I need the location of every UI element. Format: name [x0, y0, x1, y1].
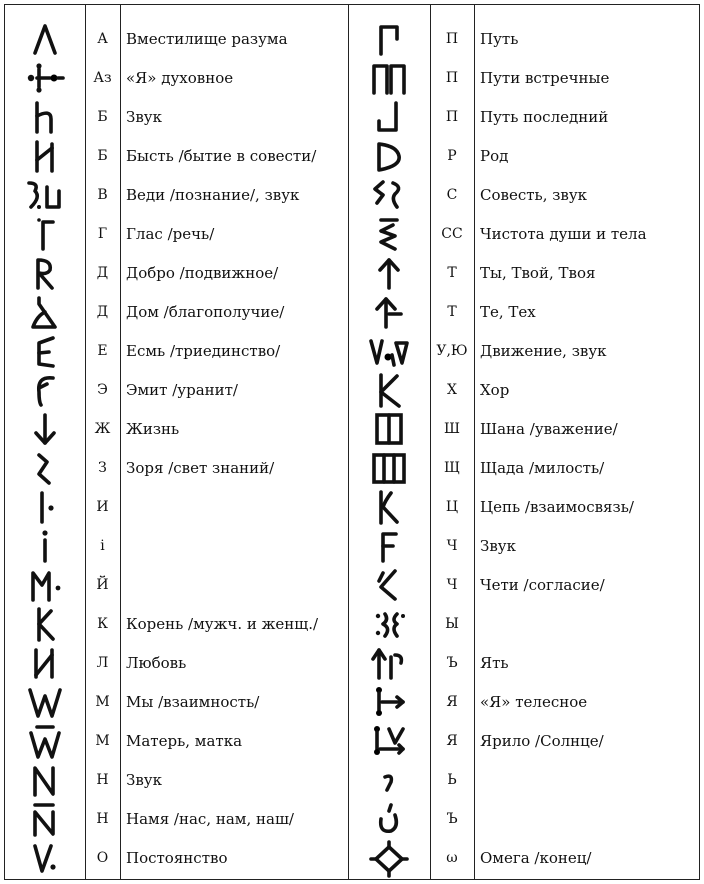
letter-cell: П	[445, 69, 459, 86]
rune-i-dot-top-icon	[25, 528, 65, 564]
rune-z-icon	[25, 450, 65, 486]
letter-cell: М	[95, 732, 110, 749]
rune-cell	[348, 136, 430, 175]
letter-cell: Т	[447, 264, 457, 281]
letter-cell: Ъ	[446, 654, 458, 671]
letter-cell: Х	[447, 381, 457, 398]
meaning-cell: Ярило /Солнце/	[480, 731, 604, 750]
letter-cell: О	[96, 849, 109, 866]
rune-cell	[5, 838, 85, 877]
meaning-cell: Звук	[480, 536, 516, 555]
rune-cell	[5, 604, 85, 643]
rune-j-icon	[369, 99, 409, 135]
rune-cell	[5, 136, 85, 175]
letter-cell: В	[97, 186, 108, 203]
letter-cell: И	[96, 498, 109, 515]
rune-cell	[348, 214, 430, 253]
rune-gamma-icon	[25, 216, 65, 252]
meaning-cell: Эмит /уранит/	[126, 380, 238, 399]
rune-delta-icon	[25, 294, 65, 330]
rune-3-l-icon	[25, 177, 65, 213]
rune-cell	[348, 682, 430, 721]
meaning-cell: Шана /уважение/	[480, 419, 618, 438]
rune-cell	[348, 370, 430, 409]
rune-double-s-icon	[369, 177, 409, 213]
rune-key-sun-icon	[369, 723, 409, 759]
letter-cell: Б	[97, 108, 108, 125]
meaning-cell: Вместилище разума	[126, 29, 288, 48]
meaning-cell	[120, 565, 348, 604]
meaning-cell	[474, 604, 701, 643]
meaning-cell: Постоянство	[126, 848, 228, 867]
rune-alphabet-table	[4, 4, 700, 880]
meaning-cell: Матерь, матка	[126, 731, 243, 750]
meaning-cell: Омега /конец/	[480, 848, 592, 867]
rune-v-dot-icon	[25, 840, 65, 876]
meaning-cell: Звук	[126, 770, 162, 789]
meaning-cell: Путь последний	[480, 107, 609, 126]
meaning-cell: Зоря /свет знаний/	[126, 458, 275, 477]
rune-cell	[348, 331, 430, 370]
meaning-cell: Те, Тех	[480, 302, 536, 321]
letter-cell: Я	[446, 732, 458, 749]
rune-cell	[348, 565, 430, 604]
rune-cell	[348, 760, 430, 799]
letter-cell: Д	[96, 303, 109, 320]
letter-cell: Аз	[93, 69, 112, 86]
meaning-cell: Намя /нас, нам, наш/	[126, 809, 294, 828]
meaning-cell: «Я» духовное	[126, 68, 234, 87]
letter-cell: П	[445, 30, 459, 47]
rune-cell	[5, 370, 85, 409]
rune-cell	[348, 838, 430, 877]
letter-cell: Ш	[444, 420, 460, 437]
letter-cell: Ж	[94, 420, 111, 437]
rune-w-icon	[25, 684, 65, 720]
letter-cell: М	[95, 693, 110, 710]
rune-cell	[5, 682, 85, 721]
letter-cell: Н	[96, 771, 109, 788]
letter-cell: Э	[97, 381, 108, 398]
rune-cell	[5, 292, 85, 331]
meaning-cell: Глас /речь/	[126, 224, 215, 243]
rune-v-v-icon	[369, 333, 409, 369]
letter-cell: Е	[97, 342, 108, 359]
rune-key-bodily-icon	[369, 684, 409, 720]
rune-cell	[348, 175, 430, 214]
meaning-cell: Путь	[480, 29, 519, 48]
meaning-cell: «Я» телесное	[480, 692, 588, 711]
rune-e-icon	[25, 333, 65, 369]
letter-cell: Н	[96, 810, 109, 827]
rune-cell	[348, 292, 430, 331]
rune-cell	[348, 487, 430, 526]
letter-cell: Л	[96, 654, 109, 671]
rune-cell	[5, 253, 85, 292]
rune-cell	[5, 643, 85, 682]
letter-cell: Ь	[447, 771, 457, 788]
rune-cell	[5, 331, 85, 370]
meaning-cell: Пути встречные	[480, 68, 610, 87]
rune-cell	[5, 487, 85, 526]
rune-diamond-icon	[369, 840, 409, 876]
rune-cell	[348, 448, 430, 487]
rune-box-one-icon	[369, 411, 409, 447]
rune-cell	[5, 448, 85, 487]
meaning-cell: Щада /милость/	[480, 458, 605, 477]
rune-m-dot-icon	[25, 567, 65, 603]
letter-cell: Ч	[446, 576, 458, 593]
rune-cell	[348, 604, 430, 643]
rune-n-bar-icon	[25, 801, 65, 837]
letter-cell: Ъ	[446, 810, 458, 827]
meaning-cell: Совесть, звук	[480, 185, 588, 204]
meaning-cell: Есмь /триединство/	[126, 341, 281, 360]
rune-d-icon	[369, 138, 409, 174]
rune-l-icon	[25, 645, 65, 681]
rune-cell	[5, 19, 85, 58]
rune-cell	[5, 565, 85, 604]
rune-cell	[5, 760, 85, 799]
rune-cell	[5, 58, 85, 97]
rune-h-icon	[25, 99, 65, 135]
meaning-cell	[120, 487, 348, 526]
rune-dotted-curves-icon	[369, 606, 409, 642]
letter-cell: Д	[96, 264, 109, 281]
rune-s-zigzag-icon	[369, 216, 409, 252]
letter-cell: Р	[447, 147, 457, 164]
letter-cell: П	[445, 108, 459, 125]
letter-cell: А	[97, 30, 108, 47]
rune-cell	[5, 214, 85, 253]
meaning-cell: Звук	[126, 107, 162, 126]
rune-cell	[5, 409, 85, 448]
rune-cell	[348, 58, 430, 97]
rune-arrow-hook-icon	[369, 645, 409, 681]
letter-cell: Ц	[445, 498, 459, 515]
letter-cell: і	[100, 537, 105, 554]
letter-cell: Й	[96, 576, 109, 593]
meaning-cell: Добро /подвижное/	[126, 263, 279, 282]
meaning-cell: Род	[480, 146, 509, 165]
rune-arrow-up-icon	[369, 255, 409, 291]
rune-k-long-icon	[369, 489, 409, 525]
rune-arrow-up-flag-icon	[369, 294, 409, 330]
meaning-cell: Любовь	[126, 653, 187, 672]
rune-u-hook-icon	[369, 801, 409, 837]
letter-cell: Щ	[444, 459, 460, 476]
rune-f-icon	[369, 528, 409, 564]
meaning-cell: Чети /согласие/	[480, 575, 605, 594]
rune-cell	[348, 526, 430, 565]
meaning-cell: Цепь /взаимосвязь/	[480, 497, 634, 516]
meaning-cell: Ты, Твой, Твоя	[480, 263, 596, 282]
rune-cell	[348, 643, 430, 682]
rune-cell	[348, 721, 430, 760]
letter-cell: Т	[447, 303, 457, 320]
rune-cell	[5, 721, 85, 760]
rune-e-curve-icon	[25, 372, 65, 408]
meaning-cell: Дом /благополучие/	[126, 302, 285, 321]
rune-box-two-icon	[369, 450, 409, 486]
rune-cell	[348, 253, 430, 292]
letter-cell: Г	[97, 225, 108, 242]
rune-r-icon	[25, 255, 65, 291]
rune-cell	[348, 799, 430, 838]
rune-arrow-down-icon	[25, 411, 65, 447]
meaning-cell: Хор	[480, 380, 510, 399]
meaning-cell	[474, 799, 701, 838]
rune-cell	[5, 526, 85, 565]
rune-k-plain-icon	[369, 372, 409, 408]
rune-key-spiritual-icon	[25, 60, 65, 96]
rune-cell	[5, 799, 85, 838]
meaning-cell: Веди /познание/, звук	[126, 185, 300, 204]
letter-cell: Ч	[446, 537, 458, 554]
letter-cell: С	[446, 186, 458, 203]
meaning-cell	[474, 760, 701, 799]
meaning-cell: Ять	[480, 653, 509, 672]
rune-cell	[348, 409, 430, 448]
letter-cell: Я	[446, 693, 458, 710]
rune-angle-icon	[369, 567, 409, 603]
rune-i-dot-right-icon	[25, 489, 65, 525]
letter-cell: Ы	[445, 615, 459, 632]
meaning-cell: Движение, звук	[480, 341, 607, 360]
rune-cell	[348, 19, 430, 58]
letter-cell: К	[97, 615, 108, 632]
meaning-cell: Чистота души и тела	[480, 224, 647, 243]
rune-small-hook-icon	[369, 762, 409, 798]
rune-pi-icon	[369, 21, 409, 57]
rune-cell	[5, 175, 85, 214]
rune-n-icon	[25, 762, 65, 798]
meaning-cell	[120, 526, 348, 565]
rune-cell	[5, 97, 85, 136]
rune-cell	[348, 97, 430, 136]
meaning-cell: Корень /мужч. и женщ./	[126, 614, 319, 633]
meaning-cell: Жизнь	[126, 419, 180, 438]
letter-cell: У,Ю	[436, 342, 468, 359]
rune-k-icon	[25, 606, 65, 642]
letter-cell: З	[98, 459, 107, 476]
letter-cell: Б	[97, 147, 108, 164]
letter-cell: СС	[441, 225, 463, 242]
rune-lambda-icon	[25, 21, 65, 57]
letter-cell: ω	[446, 849, 458, 866]
rune-w-bar-icon	[25, 723, 65, 759]
rune-h-slash-icon	[25, 138, 65, 174]
meaning-cell: Быcть /бытие в совести/	[126, 146, 317, 165]
meaning-cell: Мы /взаимность/	[126, 692, 260, 711]
rune-double-pi-icon	[369, 60, 409, 96]
